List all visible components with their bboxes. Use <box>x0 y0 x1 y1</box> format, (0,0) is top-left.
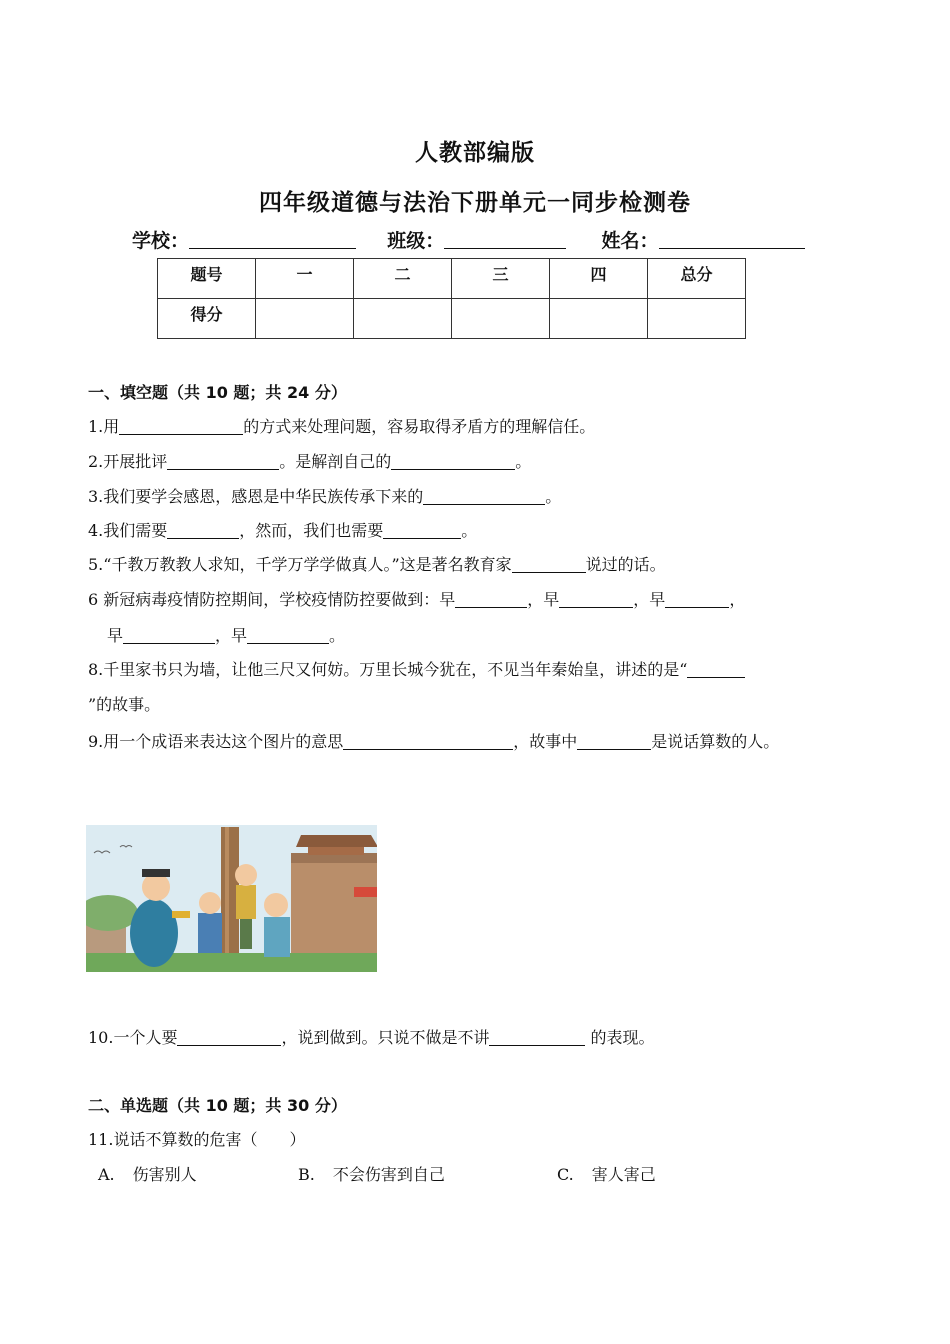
school-blank[interactable] <box>189 228 356 249</box>
score-cell[interactable] <box>550 299 648 339</box>
score-header-cell: 一 <box>256 259 354 299</box>
question-8: 8.千里家书只为墙，让他三尺又何妨。万里长城今犹在，不见当年秦始皇，讲述的是“ <box>88 657 745 680</box>
question-2: 2.开展批评 。是解剖自己的 。 <box>88 452 532 471</box>
question-3: 3.我们要学会感恩，感恩是中华民族传承下来的 。 <box>88 487 562 506</box>
option-c[interactable]: C. 害人害己 <box>557 1165 656 1184</box>
class-blank[interactable] <box>444 228 566 249</box>
score-header-cell: 三 <box>452 259 550 299</box>
question-11-stem: 11.说话不算数的危害（ ） <box>88 1130 306 1149</box>
answer-blank[interactable] <box>167 453 279 470</box>
score-header-cell: 四 <box>550 259 648 299</box>
answer-blank[interactable] <box>512 556 586 573</box>
score-cell[interactable] <box>256 299 354 339</box>
story-illustration-art <box>86 825 377 972</box>
question-10: 10.一个人要 ，说到做到。只说不做是不讲 的表现。 <box>88 1028 655 1047</box>
answer-blank[interactable] <box>343 733 513 750</box>
answer-blank[interactable] <box>455 591 527 608</box>
score-table-header-row <box>158 259 746 299</box>
class-label: 班级： <box>387 230 445 252</box>
answer-blank[interactable] <box>559 591 633 608</box>
answer-blank[interactable] <box>177 1029 281 1046</box>
score-cell[interactable] <box>648 299 746 339</box>
question-8-continued: ”的故事。 <box>88 695 161 714</box>
section2-heading: 二、单选题（共 10 题；共 30 分） <box>88 1096 347 1115</box>
question-1: 1.用 的方式来处理问题，容易取得矛盾方的理解信任。 <box>88 417 596 436</box>
answer-blank[interactable] <box>391 453 515 470</box>
score-header-cell: 总分 <box>648 259 746 299</box>
score-header-cell: 题号 <box>158 259 256 299</box>
name-label: 姓名： <box>601 230 659 252</box>
score-row-label: 得分 <box>158 299 256 339</box>
answer-blank[interactable] <box>577 733 651 750</box>
answer-blank[interactable] <box>687 661 745 678</box>
answer-blank[interactable] <box>489 1029 585 1046</box>
question-5: 5.“千教万教教人求知，千学万学学做真人。”这是著名教育家 说过的话。 <box>88 555 666 574</box>
score-table-score-row <box>158 299 746 339</box>
option-b[interactable]: B. 不会伤害到自己 <box>298 1165 445 1184</box>
name-blank[interactable] <box>659 228 805 249</box>
answer-blank[interactable] <box>665 591 729 608</box>
exam-title: 四年级道德与法治下册单元一同步检测卷 <box>259 190 691 216</box>
answer-blank[interactable] <box>247 627 329 644</box>
answer-blank[interactable] <box>423 488 545 505</box>
student-info-line <box>132 226 805 253</box>
answer-blank[interactable] <box>119 418 243 435</box>
answer-blank[interactable] <box>167 522 239 539</box>
score-table <box>157 258 746 339</box>
option-a[interactable]: A. 伤害别人 <box>98 1165 197 1184</box>
answer-blank[interactable] <box>123 627 215 644</box>
question-4: 4.我们需要 ，然而，我们也需要 。 <box>88 521 478 540</box>
score-cell[interactable] <box>354 299 452 339</box>
question-6: 6 新冠病毒疫情防控期间，学校疫情防控要做到：早 ，早 ，早 ， <box>88 590 746 609</box>
question-6-continued: 早 ，早 。 <box>107 626 346 645</box>
section1-heading: 一、填空题（共 10 题；共 24 分） <box>88 383 347 402</box>
publisher-title: 人教部编版 <box>415 140 535 166</box>
school-label: 学校： <box>132 230 190 252</box>
story-illustration <box>86 825 377 972</box>
question-9: 9.用一个成语来表达这个图片的意思 ，故事中 是说话算数的人。 <box>88 732 780 751</box>
score-header-cell: 二 <box>354 259 452 299</box>
answer-blank[interactable] <box>383 522 461 539</box>
score-cell[interactable] <box>452 299 550 339</box>
